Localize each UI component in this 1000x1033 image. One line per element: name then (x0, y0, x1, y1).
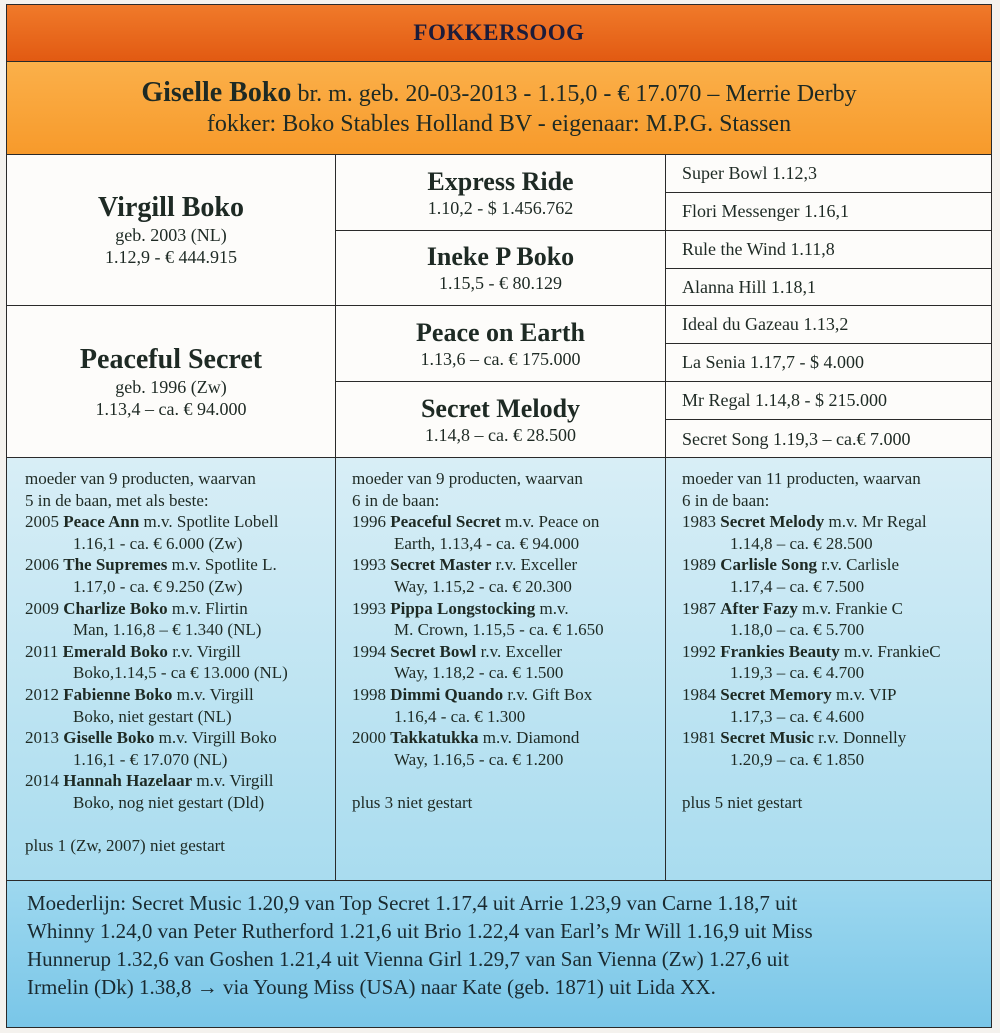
produce-year: 1989 (682, 555, 716, 575)
produce-detail: 1.17,4 – ca. € 7.500 (730, 576, 865, 596)
sire-name: Virgill Boko (98, 192, 244, 223)
produce-name: After Fazy (720, 598, 798, 618)
dam-born: geb. 1996 (Zw) (115, 377, 227, 397)
list-item (25, 641, 335, 684)
horse-details: br. m. geb. 20-03-2013 - 1.15,0 - € 17.070 – Merrie Derby (297, 80, 857, 107)
produce-detail: M. Crown, 1.15,5 - ca. € 1.650 (394, 620, 604, 640)
produce-rest: r.v. Virgill (172, 641, 241, 661)
gen2-record: 1.15,5 - € 80.129 (439, 273, 562, 293)
page-title: FOKKERSOOG (413, 20, 585, 45)
produce-rest: m.v. Virgill Boko (158, 728, 277, 748)
list-item (682, 598, 991, 641)
horse-header-line1 (141, 78, 856, 109)
produce-year: 2005 (25, 512, 59, 532)
produce-rest: m.v. FrankieC (843, 641, 941, 661)
produce-detail: 1.17,0 - ca. € 9.250 (Zw) (73, 576, 243, 596)
list-item (352, 641, 665, 684)
produce-rest: m.v. Mr Regal (828, 512, 927, 532)
list-item (25, 770, 335, 813)
horse-name: Giselle Boko (141, 76, 292, 108)
produce-intro: 6 in de baan: (682, 490, 770, 510)
gen2-record: 1.14,8 – ca. € 28.500 (425, 425, 576, 445)
produce-year: 1996 (352, 512, 386, 532)
produce-name: Frankies Beauty (720, 641, 840, 661)
produce-rest: m.v. Spotlite Lobell (143, 512, 279, 532)
gen3-cell: Flori Messenger 1.16,1 (666, 193, 991, 231)
produce-year: 1981 (682, 728, 716, 748)
produce-detail: 1.16,1 - € 17.070 (NL) (73, 749, 228, 769)
list-item (352, 684, 665, 727)
produce-rest: r.v. Exceller (480, 641, 563, 661)
moederlijn-line: Moederlijn: Secret Music 1.20,9 van Top Secret 1.17,4 uit Arrie 1.23,9 van Carne 1.18,7 uit (27, 891, 798, 915)
list-item (352, 511, 665, 554)
produce-rest: m.v. Diamond (482, 728, 580, 748)
list-item (25, 511, 335, 554)
produce-rest: m.v. Frankie C (802, 598, 903, 618)
produce-detail: 1.16,1 - ca. € 6.000 (Zw) (73, 533, 243, 553)
produce-year: 1993 (352, 598, 386, 618)
produce-name: Peaceful Secret (390, 512, 501, 532)
produce-detail: Way, 1.15,2 - ca. € 20.300 (394, 576, 572, 596)
gen2-name: Ineke P Boko (426, 242, 575, 271)
produce-rest: r.v. Gift Box (507, 684, 593, 704)
produce-year: 1994 (352, 641, 386, 661)
produce-year: 1983 (682, 512, 716, 532)
pedigree-sire-dam (336, 231, 666, 306)
produce-year: 2014 (25, 771, 59, 791)
list-item (682, 641, 991, 684)
list-item (25, 684, 335, 727)
dam-record: 1.13,4 – ca. € 94.000 (95, 399, 247, 419)
title-band (7, 5, 991, 62)
produce-intro: moeder van 9 producten, waarvan (25, 469, 256, 488)
horse-breeder-owner: fokker: Boko Stables Holland BV - eigenaar: M.P.G. Stassen (206, 110, 792, 137)
produce-year: 2012 (25, 684, 59, 704)
list-item (682, 727, 991, 770)
produce-rest: r.v. Exceller (495, 555, 578, 575)
list-item (682, 511, 991, 554)
produce-name: Giselle Boko (63, 728, 155, 748)
produce-detail: Way, 1.16,5 - ca. € 1.200 (394, 749, 564, 769)
produce-detail: 1.17,3 – ca. € 4.600 (730, 706, 865, 726)
produce-name: Takkatukka (390, 728, 479, 748)
gen2-name: Secret Melody (420, 394, 581, 423)
moederlijn-line: Hunnerup 1.32,6 van Goshen 1.21,4 uit Vienna Girl 1.29,7 van San Vienna (Zw) 1.27,6 uit (27, 947, 789, 971)
gen2-name: Peace on Earth (416, 317, 585, 347)
gen3-cell: Mr Regal 1.14,8 - $ 215.000 (666, 382, 991, 420)
produce-year: 2011 (25, 641, 59, 661)
produce-name: Secret Melody (720, 512, 825, 532)
produce-footer: plus 3 niet gestart (352, 792, 473, 812)
produce-name: Carlisle Song (720, 555, 818, 575)
produce-name: Hannah Hazelaar (63, 771, 193, 791)
pedigree-dam-sire (336, 306, 666, 382)
gen3-cell: Secret Song 1.19,3 – ca.€ 7.000 (682, 428, 911, 449)
produce-intro: moeder van 11 producten, waarvan (682, 469, 921, 488)
pedigree-sire-sire (336, 155, 666, 231)
list-item (682, 684, 991, 727)
produce-detail: Way, 1.18,2 - ca. € 1.500 (394, 663, 564, 683)
produce-name: The Supremes (63, 555, 168, 575)
gen3-cell: Super Bowl 1.12,3 (666, 155, 991, 193)
produce-year: 1992 (682, 641, 716, 661)
produce-detail: Earth, 1.13,4 - ca. € 94.000 (394, 533, 580, 553)
produce-detail: Man, 1.16,8 – € 1.340 (NL) (73, 620, 262, 640)
gen3-cell: Ideal du Gazeau 1.13,2 (666, 306, 991, 344)
produce-rest: r.v. Carlisle (821, 555, 900, 575)
pedigree-dam (7, 306, 336, 458)
list-item (352, 598, 665, 641)
produce-detail: 1.20,9 – ca. € 1.850 (730, 749, 865, 769)
moederlijn-section (7, 881, 991, 1027)
produce-name: Secret Music (720, 728, 814, 748)
produce-detail: Boko, nog niet gestart (Dld) (73, 792, 265, 812)
produce-year: 2006 (25, 555, 59, 575)
produce-rest: m.v. VIP (836, 684, 897, 704)
produce-name: Charlize Boko (63, 598, 168, 618)
produce-footer: plus 5 niet gestart (682, 792, 803, 812)
moederlijn-line: Whinny 1.24,0 van Peter Rutherford 1.21,6 uit Brio 1.22,4 van Earl’s Mr Will 1.16,9 uit Miss (27, 919, 813, 943)
list-item (682, 554, 991, 597)
produce-name: Pippa Longstocking (390, 598, 536, 618)
dam-name: Peaceful Secret (79, 344, 263, 375)
produce-intro: 6 in de baan: (352, 490, 440, 510)
pedigree-table (7, 155, 991, 458)
produce-name: Dimmi Quando (390, 684, 504, 704)
moederlijn-line: Irmelin (Dk) 1.38,8 → via Young Miss (USA) naar Kate (geb. 1871) uit Lida XX. (27, 975, 716, 999)
list-item (25, 727, 335, 770)
gen2-record: 1.13,6 – ca. € 175.000 (420, 348, 581, 369)
produce-year: 2000 (352, 728, 386, 748)
produce-detail: 1.16,4 - ca. € 1.300 (394, 706, 526, 726)
produce-detail: 1.19,3 – ca. € 4.700 (730, 663, 865, 683)
gen2-record: 1.10,2 - $ 1.456.762 (427, 197, 574, 218)
list-item (352, 727, 665, 770)
pedigree-dam-dam (336, 382, 666, 458)
produce-rest: m.v. Flirtin (171, 598, 248, 618)
produce-rest: m.v. Virgill (196, 771, 274, 791)
gen3-cell: Alanna Hill 1.18,1 (666, 269, 991, 306)
produce-section (7, 458, 991, 881)
produce-column-virgill (7, 458, 336, 880)
produce-detail: Boko, niet gestart (NL) (73, 706, 232, 726)
produce-rest: m.v. Peace on (505, 512, 600, 532)
produce-column-peaceful-secret (336, 458, 666, 880)
produce-year: 2009 (25, 598, 59, 618)
list-item (25, 598, 335, 641)
produce-detail: Boko,1.14,5 - ca € 13.000 (NL) (73, 663, 288, 683)
pedigree-sire (7, 155, 336, 306)
produce-name: Peace Ann (63, 512, 140, 532)
produce-year: 1987 (682, 598, 716, 618)
produce-name: Fabienne Boko (63, 684, 173, 704)
list-item (25, 554, 335, 597)
horse-header (7, 62, 991, 155)
list-item (352, 554, 665, 597)
produce-footer: plus 1 (Zw, 2007) niet gestart (25, 836, 226, 856)
produce-column-secret-melody (666, 458, 991, 880)
produce-year: 1993 (352, 555, 386, 575)
sire-born: geb. 2003 (NL) (115, 225, 227, 245)
gen3-cell: Rule the Wind 1.11,8 (666, 231, 991, 269)
produce-year: 1984 (682, 684, 716, 704)
produce-detail: 1.18,0 – ca. € 5.700 (730, 620, 865, 640)
produce-intro: 5 in de baan, met als beste: (25, 490, 209, 510)
produce-name: Secret Bowl (390, 641, 477, 661)
produce-name: Secret Memory (720, 684, 832, 704)
produce-rest: m.v. Virgill (176, 684, 254, 704)
gen2-name: Express Ride (427, 166, 574, 196)
produce-rest: m.v. Spotlite L. (171, 555, 277, 575)
sire-record: 1.12,9 - € 444.915 (105, 247, 237, 267)
produce-rest: r.v. Donnelly (818, 728, 907, 748)
produce-rest: m.v. (539, 598, 569, 618)
produce-year: 2013 (25, 728, 59, 748)
produce-name: Emerald Boko (62, 641, 168, 661)
produce-name: Secret Master (390, 555, 492, 575)
produce-intro: moeder van 9 producten, waarvan (352, 469, 583, 488)
gen3-cell: La Senia 1.17,7 - $ 4.000 (666, 344, 991, 382)
produce-year: 1998 (352, 684, 386, 704)
produce-detail: 1.14,8 – ca. € 28.500 (730, 533, 873, 553)
